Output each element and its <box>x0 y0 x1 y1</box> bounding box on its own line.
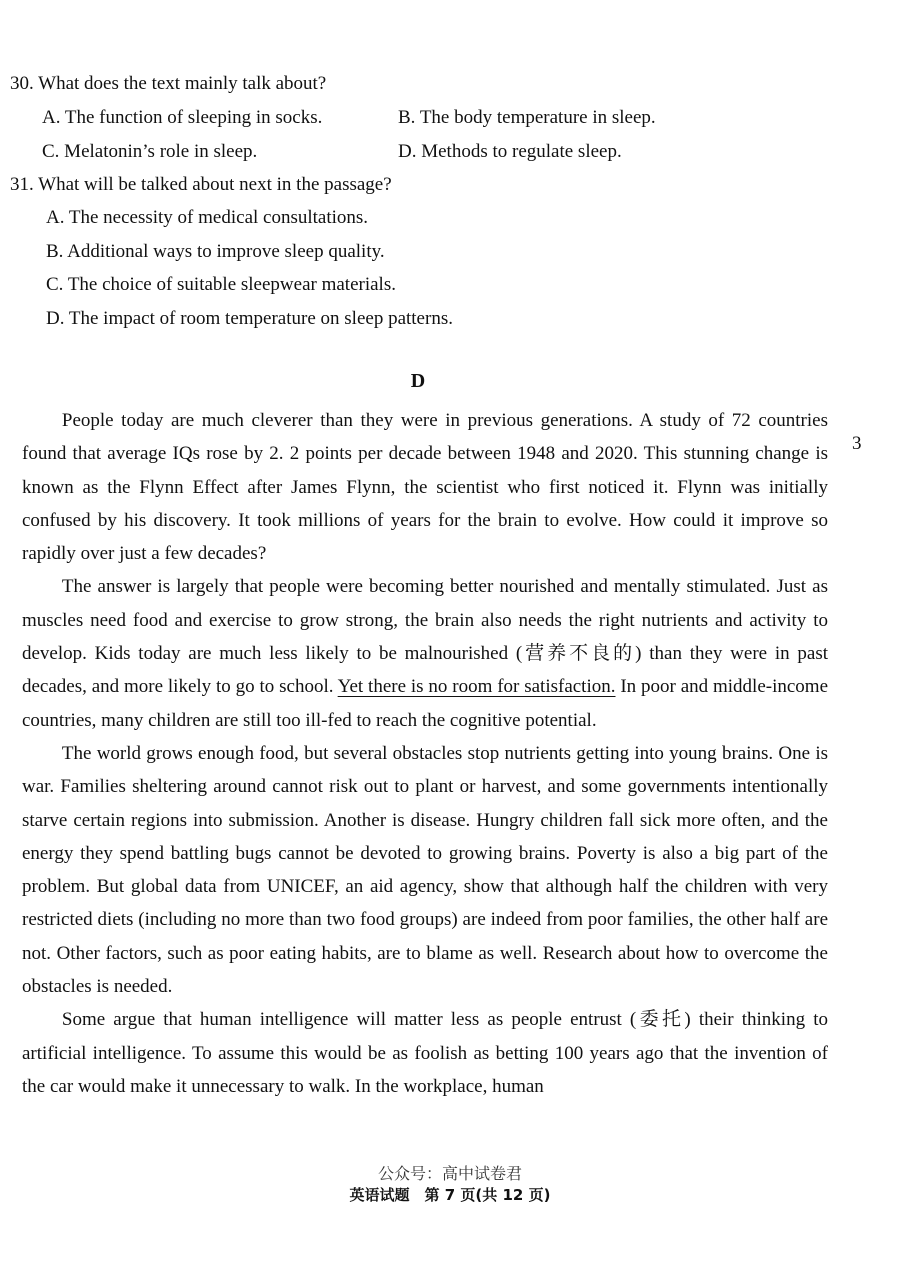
question-30-option-b: B. The body temperature in sleep. <box>398 107 656 128</box>
question-31-option-c: C. The choice of suitable sleepwear materials. <box>46 274 396 295</box>
passage-paragraph-3: The world grows enough food, but several obstacles stop nutrients getting into young brains. One is war. Families sheltering around cannot risk out to plant or harvest, and some governments intentionally starve certain regions into submission. Another is disease. Hungry children fall sick more often, and the energy they spend battling bugs cannot be devoted to growing brains. Poverty is also a big part of the problem. But global data from UNICEF, an aid agency, show that although half the children with very restricted diets (including no more than two food groups) are indeed from poor families, the other half are not. Other factors, such as poor eating habits, are to blame as well. Research about how to overcome the obstacles is needed. <box>22 742 828 998</box>
question-31-option-a: A. The necessity of medical consultations. <box>46 207 369 228</box>
page-footer: 英语试题 第 7 页(共 12 页) <box>349 1186 551 1204</box>
watermark: 公众号：高中试卷君 <box>377 1164 522 1183</box>
question-31-stem: 31. What will be talked about next in the passage? <box>10 174 392 195</box>
passage-paragraph-2 <box>22 570 828 736</box>
passage-paragraph-4: Some argue that human intelligence will matter less as people entrust (委托) their thinking to artificial intelligence. To assume this would be as foolish as betting 100 years ago that the invention of the car would make it unnecessary to walk. In the workplace, human <box>22 1009 828 1097</box>
passage-paragraph-1: People today are much cleverer than they were in previous generations. A study of 72 countries found that average IQs rose by 2. 2 points per decade between 1948 and 2020. This stunning change is known as the Flynn Effect after James Flynn, the scientist who first noticed it. Flynn was initially confused by his discovery. It took millions of years for the brain to evolve. How could it improve so rapidly over just a few decades? <box>22 410 828 565</box>
section-heading: D <box>410 370 426 392</box>
passage-paragraph-2-start: The answer is largely that people were becoming better nourished and mentally stimulated. Just as muscles need food and exercise to grow strong, the brain also needs the right nutrients and activity to develop. Kids today are much less likely to be malnourished (营养不良的) than they were in past decades, and more likely to go to school. <box>22 576 828 698</box>
question-30-stem: 30. What does the text mainly talk about? <box>10 73 327 94</box>
passage-paragraph-2-end: In poor and middle-income countries, many children are still too ill-fed to reach the cognitive potential. <box>22 676 829 731</box>
question-30-option-c: C. Melatonin’s role in sleep. <box>42 141 258 162</box>
question-31-option-d: D. The impact of room temperature on sleep patterns. <box>46 308 453 329</box>
question-31-option-b: B. Additional ways to improve sleep quality. <box>46 241 385 262</box>
question-30-option-a: A. The function of sleeping in socks. <box>42 107 323 128</box>
passage <box>22 404 828 1103</box>
question-30-option-d: D. Methods to regulate sleep. <box>398 141 622 162</box>
underlined-sentence: Yet there is no room for satisfaction. <box>337 676 616 698</box>
margin-mark: 3 <box>852 433 862 454</box>
